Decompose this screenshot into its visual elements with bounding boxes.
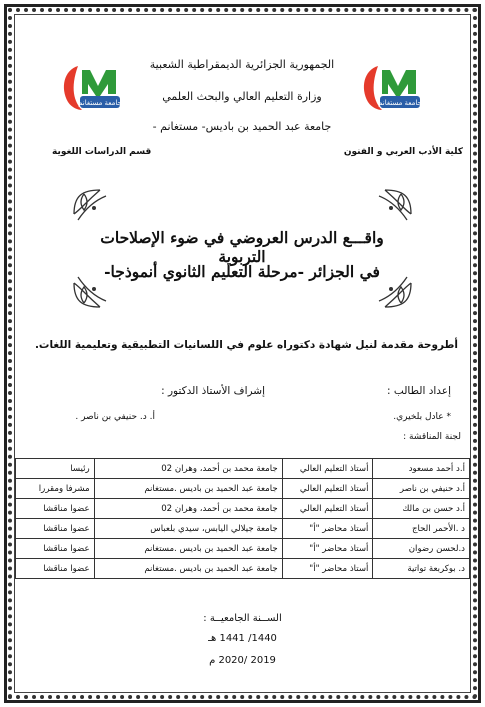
member-university: جامعة عبد الحميد بن باديس .مستغانم: [94, 539, 282, 559]
header-department: قسم الدراسات اللغوية: [52, 147, 152, 157]
member-university: جامعة عبد الحميد بن باديس .مستغانم: [94, 479, 282, 499]
table-row: [16, 499, 470, 519]
supervisor-name: أ. د. حنيفي بن ناصر .: [75, 412, 155, 422]
member-rank: أستاذ محاضر "أ": [282, 559, 373, 579]
logo-text-right: جامعة مستغانم: [378, 99, 422, 107]
prepared-by-name: * عادل بلخيري.: [393, 412, 451, 422]
table-row: [16, 479, 470, 499]
member-role: عضوا مناقشا: [16, 539, 95, 559]
header-republic: الجمهورية الجزائرية الديمقراطية الشعبية: [149, 58, 335, 71]
member-university: جامعة جيلالي اليابس، سيدي بلعباس: [94, 519, 282, 539]
academic-year-hijri: 1440/ 1441 هـ: [208, 633, 277, 644]
member-name: د.لحسن رضوان: [373, 539, 470, 559]
academic-year-gregorian: 2019 /2020 م: [209, 655, 276, 666]
member-rank: أستاذ محاضر "أ": [282, 539, 373, 559]
prepared-by-label: إعداد الطالب :: [387, 385, 451, 397]
member-role: عضوا مناقشا: [16, 499, 95, 519]
member-rank: أستاذ محاضر "أ": [282, 519, 373, 539]
committee-label: لجنة المناقشة :: [403, 432, 461, 442]
member-role: رئيسا: [16, 459, 95, 479]
thesis-title-line2: في الجزائر -مرحلة التعليم الثانوي أنموذجا-: [104, 262, 380, 281]
table-row: [16, 559, 470, 579]
supervisor-label: إشراف الأستاذ الدكتور :: [161, 385, 265, 397]
table-row: [16, 519, 470, 539]
member-rank: أستاذ التعليم العالي: [282, 499, 373, 519]
table-row: [16, 459, 470, 479]
member-name: أ.د حنيفي بن ناصر: [373, 479, 470, 499]
member-role: مشرفا ومقررا: [16, 479, 95, 499]
academic-year-label: الســنة الجامعيــة :: [203, 613, 282, 624]
member-university: جامعة محمد بن أحمد، وهران 02: [94, 459, 282, 479]
member-role: عضوا مناقشا: [16, 519, 95, 539]
member-name: د .الأحمر الحاج: [373, 519, 470, 539]
thesis-title-line1: واقـــع الدرس العروضي في ضوء الإصلاحات التربوية: [100, 228, 384, 266]
header-ministry: وزارة التعليم العالي والبحث العلمي: [162, 90, 322, 103]
member-name: أ.د حسن بن مالك: [373, 499, 470, 519]
member-role: عضوا مناقشا: [16, 559, 95, 579]
committee-table: [15, 458, 470, 579]
logo-text-left: جامعة مستغانم: [78, 99, 122, 107]
header-university: جامعة عبد الحميد بن باديس- مستغانم -: [152, 120, 332, 133]
member-rank: أستاذ التعليم العالي: [282, 459, 373, 479]
member-university: جامعة عبد الحميد بن باديس .مستغانم: [94, 559, 282, 579]
table-row: [16, 539, 470, 559]
header-faculty: كلية الأدب العربي و الفنون: [343, 147, 463, 157]
member-university: جامعة محمد بن أحمد، وهران 02: [94, 499, 282, 519]
member-name: أ.د أحمد مسعود: [373, 459, 470, 479]
thesis-subtitle: أطروحة مقدمة لنيل شهادة دكتوراه علوم في اللسانيات التطبيقية وتعليمية اللغات.: [34, 339, 458, 351]
member-rank: أستاذ التعليم العالي: [282, 479, 373, 499]
member-name: د. بوكربعة تواتية: [373, 559, 470, 579]
